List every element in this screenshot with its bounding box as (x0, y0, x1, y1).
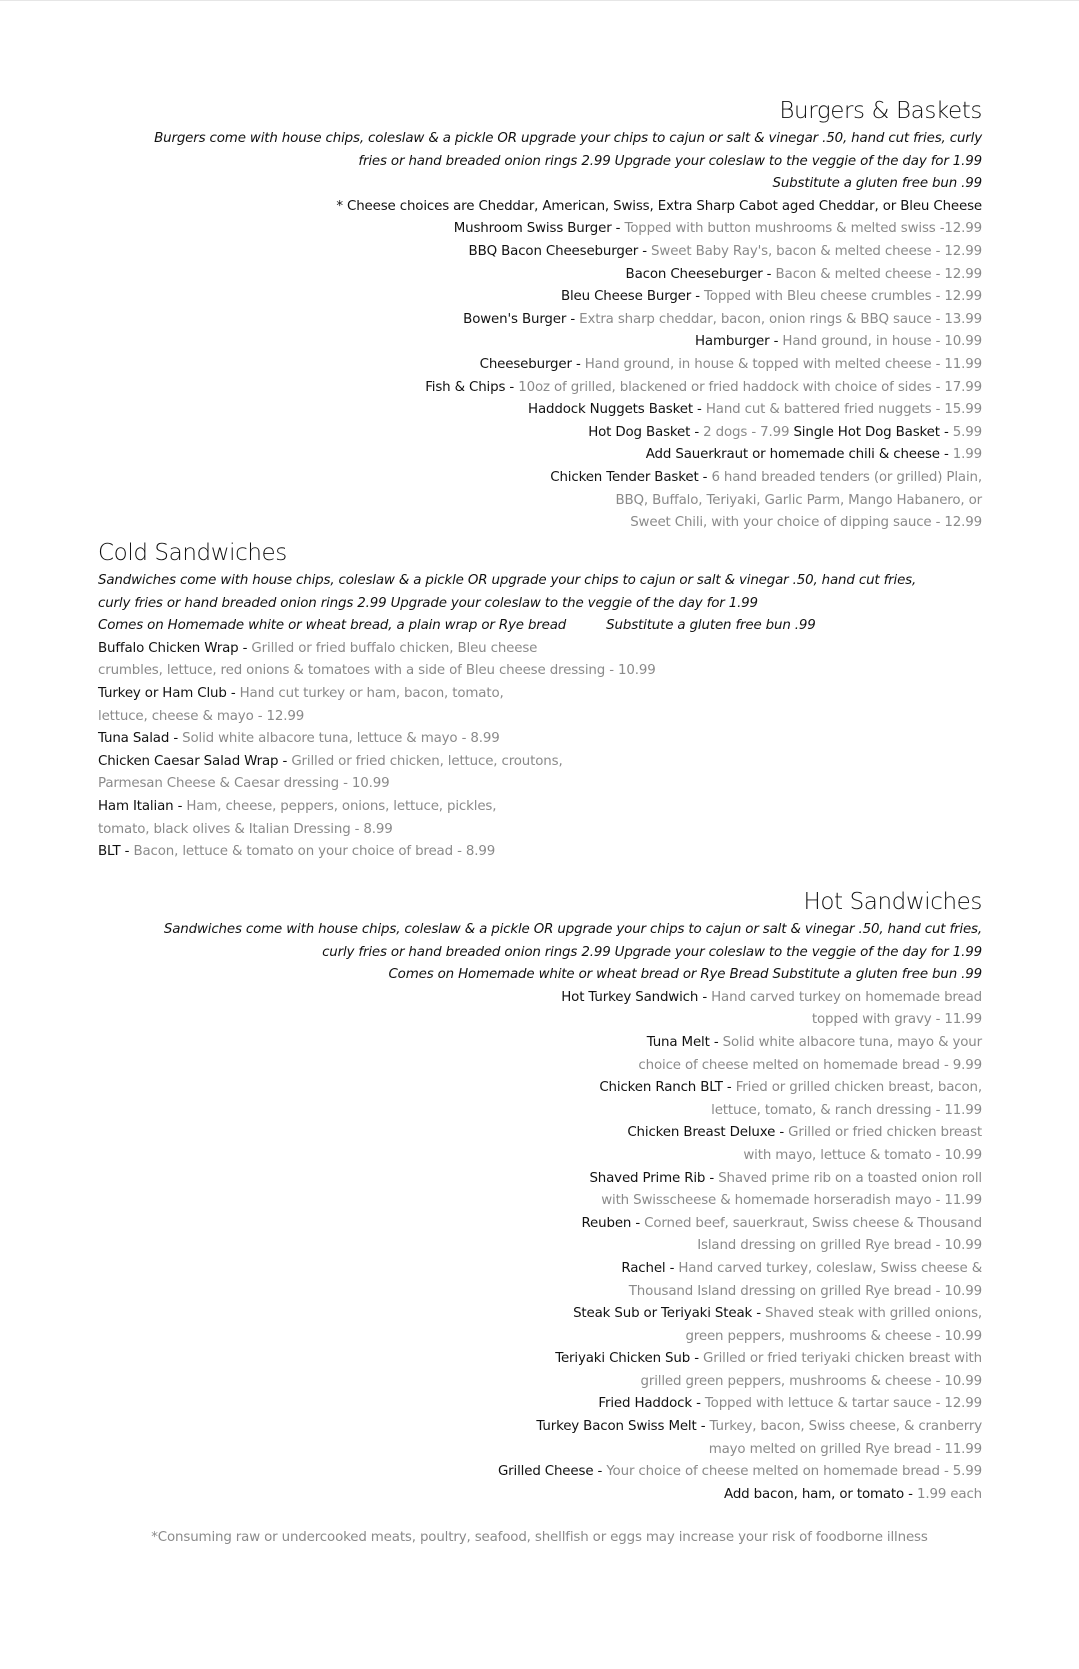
item-name: BBQ Bacon Cheeseburger (468, 243, 639, 259)
item-desc: Bacon & melted cheese - 12.99 (775, 266, 982, 282)
menu-item (22, 1077, 982, 1100)
item-desc-line: grilled green peppers, mushrooms & cheese - 10.99 (640, 1373, 982, 1389)
item-name: Tuna Salad (98, 731, 170, 747)
item-desc-line: Parmesan Cheese & Caesar dressing - 10.99 (98, 776, 390, 792)
menu-item (22, 987, 982, 1010)
menu-item (98, 728, 978, 751)
cold-item-list (98, 638, 978, 864)
item-name: Chicken Caesar Salad Wrap (98, 753, 279, 769)
item-desc: 1.99 (952, 447, 982, 463)
burgers-note-2: fries or hand breaded onion rings 2.99 Upgrade your coleslaw to the veggie of the day for 1.99 (358, 153, 982, 169)
item-desc-line: Thousand Island dressing on grilled Rye bread - 10.99 (628, 1283, 982, 1299)
item-desc: Solid white albacore tuna, mayo & your (722, 1034, 982, 1050)
item-name: Add bacon, ham, or tomato (724, 1486, 905, 1502)
separator: - (238, 640, 252, 656)
menu-item (22, 377, 982, 400)
item-name: Bleu Cheese Burger (560, 289, 692, 305)
item-desc-line: BBQ, Buffalo, Teriyaki, Garlic Parm, Mango Habanero, or (615, 492, 982, 508)
menu-item (22, 286, 982, 309)
item-desc: Grilled or fried buffalo chicken, Bleu cheese (251, 640, 538, 656)
menu-item (22, 1348, 982, 1371)
item-desc: 10oz of grilled, blackened or fried haddock with choice of sides - 17.99 (518, 379, 982, 395)
burgers-section (22, 96, 982, 535)
item-desc: Hand carved turkey on homemade bread (711, 989, 982, 1005)
item-desc-line: green peppers, mushrooms & cheese - 10.99 (685, 1328, 982, 1344)
item-desc: Hand ground, in house & topped with melted cheese - 11.99 (584, 356, 982, 372)
item-desc: Solid white albacore tuna, lettuce & mayo - 8.99 (182, 731, 500, 747)
menu-item (22, 1416, 982, 1439)
hot-section (22, 887, 982, 1506)
menu-item (98, 751, 978, 774)
item-desc: 2 dogs - 7.99 (703, 424, 790, 440)
menu-item (22, 1461, 982, 1484)
item-desc: Hand carved turkey, coleslaw, Swiss cheese & (678, 1260, 982, 1276)
item-name: Tuna Melt (646, 1034, 710, 1050)
item-name: Shaved Prime Rib (589, 1170, 706, 1186)
gluten-note: Substitute a gluten free bun .99 (606, 618, 816, 634)
item-desc: Topped with lettuce & tartar sauce - 12.99 (704, 1396, 982, 1412)
item-name: Chicken Breast Deluxe (627, 1125, 776, 1141)
item-name: Hot Turkey Sandwich (561, 989, 699, 1005)
separator: - (120, 844, 134, 860)
menu-item (98, 841, 978, 864)
item-desc: Shaved steak with grilled onions, (765, 1306, 982, 1322)
hot-note-2: curly fries or hand breaded onion rings 2.99 Upgrade your coleslaw to the veggie of the day for 1.99 (322, 944, 982, 960)
item-desc: Hand cut & battered fried nuggets - 15.99 (705, 402, 982, 418)
menu-item (22, 1393, 982, 1416)
item-name: Cheeseburger (479, 356, 572, 372)
burgers-note-3: Substitute a gluten free bun .99 (772, 176, 982, 192)
item-name-2: Single Hot Dog Basket (793, 424, 940, 440)
item-desc-line: lettuce, tomato, & ranch dressing - 11.99 (711, 1102, 982, 1118)
item-name: Chicken Tender Basket (550, 469, 699, 485)
item-name: Rachel (621, 1260, 666, 1276)
hot-item-list (22, 987, 982, 1507)
item-desc-line: with Swisscheese & homemade horseradish mayo - 11.99 (601, 1193, 982, 1209)
menu-item (22, 264, 982, 287)
bread-note: Comes on Homemade white or wheat bread, a plain wrap or Rye bread (98, 618, 567, 634)
item-name: Bacon Cheeseburger (625, 266, 763, 282)
separator: - (698, 469, 712, 485)
separator: - (696, 1419, 710, 1435)
hot-title: Hot Sandwiches (803, 889, 982, 915)
cold-note-1: Sandwiches come with house chips, coleslaw & a pickle OR upgrade your chips to cajun or salt & vinegar .50, hand cut fries, (98, 573, 917, 588)
cold-note-2: curly fries or hand breaded onion rings 2.99 Upgrade your coleslaw to the veggie of the day for 1.99 (98, 595, 758, 611)
separator: - (939, 447, 953, 463)
separator: - (505, 379, 519, 395)
menu-item (22, 399, 982, 422)
item-desc-line: Sweet Chili, with your choice of dipping sauce - 12.99 (630, 515, 982, 531)
item-name: Hot Dog Basket (588, 424, 691, 440)
menu-item-addon (22, 444, 982, 467)
separator: - (769, 334, 783, 350)
item-desc-line: lettuce, cheese & mayo - 12.99 (98, 708, 305, 724)
item-name: Add Sauerkraut or homemade chili & cheese (645, 447, 940, 463)
cheese-note: * Cheese choices are Cheddar, American, Swiss, Extra Sharp Cabot aged Cheddar, or Bleu Cheese (336, 198, 982, 214)
item-desc: Fried or grilled chicken breast, bacon, (735, 1080, 982, 1096)
separator: - (226, 685, 240, 701)
separator: - (571, 356, 585, 372)
item-desc: Bacon, lettuce & tomato on your choice of bread - 8.99 (133, 844, 496, 860)
item-name: Grilled Cheese (497, 1464, 594, 1480)
item-desc-line: tomato, black olives & Italian Dressing - 8.99 (98, 821, 393, 837)
item-desc-line: mayo melted on grilled Rye bread - 11.99 (708, 1441, 982, 1457)
foodborne-disclaimer: *Consuming raw or undercooked meats, poultry, seafood, shellfish or eggs may increase your risk of foodborne illness (151, 1530, 928, 1545)
hot-note-1: Sandwiches come with house chips, coleslaw & a pickle OR upgrade your chips to cajun or salt & vinegar .50, hand cut fries, (163, 922, 982, 937)
separator: - (665, 1260, 679, 1276)
separator: - (904, 1486, 917, 1502)
separator: - (173, 798, 187, 814)
cold-section (98, 538, 978, 864)
menu-item (22, 1213, 982, 1236)
separator: - (709, 1034, 723, 1050)
item-name: Chicken Ranch BLT (599, 1080, 723, 1096)
menu-item (22, 1122, 982, 1145)
item-name: Reuben (581, 1215, 632, 1231)
item-name: Turkey or Ham Club (98, 685, 227, 701)
item-name: Bowen's Burger (463, 311, 567, 327)
menu-item-hotdog (22, 422, 982, 445)
item-name: Steak Sub or Teriyaki Steak (573, 1306, 753, 1322)
item-desc: Extra sharp cheddar, bacon, onion rings & BBQ sauce - 13.99 (579, 311, 982, 327)
separator: - (698, 989, 712, 1005)
burger-item-list (22, 218, 982, 534)
menu-item (22, 241, 982, 264)
item-desc: Topped with button mushrooms & melted swiss -12.99 (624, 221, 982, 237)
menu-item (22, 331, 982, 354)
separator: - (638, 243, 652, 259)
separator: - (691, 289, 705, 305)
item-name: Ham Italian (98, 798, 174, 814)
item-desc: Corned beef, sauerkraut, Swiss cheese & Thousand (644, 1215, 982, 1231)
separator: - (939, 424, 953, 440)
menu-item (22, 218, 982, 241)
cold-note-3 (98, 615, 978, 638)
item-desc: Grilled or fried chicken breast (788, 1125, 982, 1141)
burgers-note-1: Burgers come with house chips, coleslaw & a pickle OR upgrade your chips to cajun or salt & vinegar .50, hand cut fries, curly (154, 131, 982, 146)
separator: - (752, 1306, 766, 1322)
item-name: Teriyaki Chicken Sub (555, 1351, 691, 1367)
separator: - (775, 1125, 789, 1141)
separator: - (692, 1396, 705, 1412)
item-name: Turkey Bacon Swiss Melt (536, 1419, 697, 1435)
separator: - (611, 221, 625, 237)
menu-item (98, 796, 978, 819)
separator: - (762, 266, 776, 282)
menu-item (22, 354, 982, 377)
separator: - (690, 1351, 703, 1367)
item-desc: Shaved prime rib on a toasted onion roll (718, 1170, 982, 1186)
top-border (0, 0, 1079, 1)
item-desc: Turkey, bacon, Swiss cheese, & cranberry (709, 1419, 982, 1435)
item-name: Mushroom Swiss Burger (453, 221, 612, 237)
item-name: Haddock Nuggets Basket (528, 402, 693, 418)
separator: - (705, 1170, 719, 1186)
separator: - (593, 1464, 607, 1480)
menu-item (22, 1168, 982, 1191)
item-desc: Grilled or fried chicken, lettuce, croutons, (291, 753, 563, 769)
item-desc: Grilled or fried teriyaki chicken breast with (703, 1351, 982, 1367)
menu-item-addon (22, 1484, 982, 1507)
item-name: BLT (98, 844, 121, 860)
item-desc: Ham, cheese, peppers, onions, lettuce, pickles, (186, 798, 497, 814)
item-desc: 6 hand breaded tenders (or grilled) Plain, (711, 469, 982, 485)
separator: - (722, 1080, 736, 1096)
item-desc: Hand cut turkey or ham, bacon, tomato, (239, 685, 504, 701)
item-desc: Sweet Baby Ray's, bacon & melted cheese - 12.99 (651, 243, 982, 259)
menu-item (98, 683, 978, 706)
item-desc-line: topped with gravy - 11.99 (811, 1012, 982, 1028)
item-desc-line: with mayo, lettuce & tomato - 10.99 (743, 1147, 982, 1163)
cold-title: Cold Sandwiches (98, 540, 287, 566)
separator: - (278, 753, 292, 769)
item-desc-line: Island dressing on grilled Rye bread - 10.99 (697, 1238, 982, 1254)
item-desc: Your choice of cheese melted on homemade bread - 5.99 (606, 1464, 982, 1480)
separator: - (690, 424, 704, 440)
menu-item (22, 1303, 982, 1326)
item-name: Buffalo Chicken Wrap (98, 640, 239, 656)
item-name: Fish & Chips (425, 379, 506, 395)
menu-item (98, 638, 978, 661)
item-name: Fried Haddock (598, 1396, 692, 1412)
item-desc-line: choice of cheese melted on homemade bread - 9.99 (638, 1057, 982, 1073)
menu-item (22, 309, 982, 332)
menu-item (22, 1032, 982, 1055)
separator: - (631, 1215, 645, 1231)
hot-note-3: Comes on Homemade white or wheat bread or Rye Bread Substitute a gluten free bun .99 (388, 967, 982, 983)
separator: - (169, 731, 183, 747)
burgers-title: Burgers & Baskets (779, 98, 982, 124)
item-name: Hamburger (695, 334, 770, 350)
item-desc: Topped with Bleu cheese crumbles - 12.99 (704, 289, 982, 305)
item-desc-2: 5.99 (952, 424, 982, 440)
separator: - (566, 311, 580, 327)
item-desc: 1.99 each (916, 1486, 982, 1502)
item-desc: Hand ground, in house - 10.99 (782, 334, 982, 350)
separator: - (692, 402, 706, 418)
item-desc-line: crumbles, lettuce, red onions & tomatoes with a side of Bleu cheese dressing - 10.99 (98, 663, 656, 679)
menu-item (22, 1258, 982, 1281)
menu-item-chicken-tender (22, 467, 982, 490)
